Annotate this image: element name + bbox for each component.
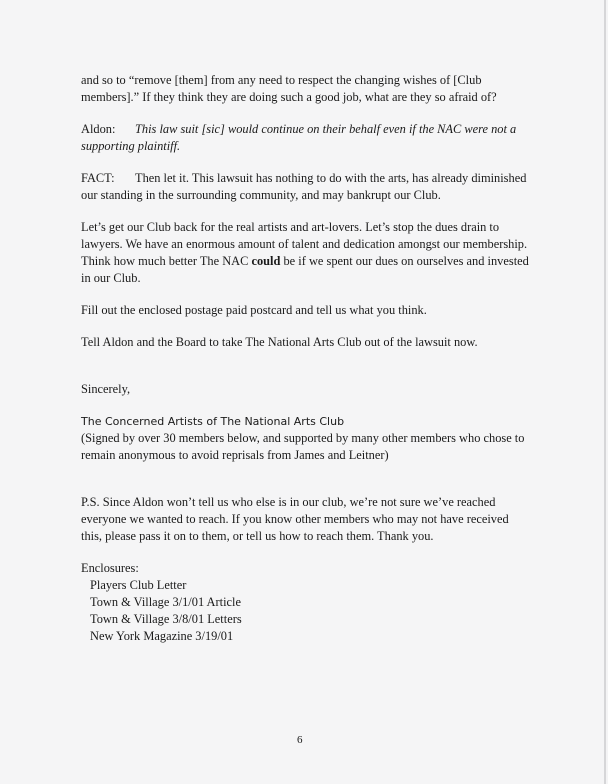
enclosure-item: Players Club Letter — [90, 578, 187, 592]
paragraph-club-back — [81, 219, 531, 287]
aldon-label: Aldon: — [81, 122, 116, 136]
fact-statement — [81, 170, 531, 204]
fact-text: Then let it. This lawsuit has nothing to do with the arts, has already diminished our standing in the surrounding community, and may bankrupt our Club. — [81, 171, 527, 202]
paragraph-remove-them: and so to “remove [them] from any need to respect the changing wishes of [Club members].” If they think they are doing such a good job, what are they so afraid of? — [81, 73, 497, 104]
enclosures-heading: Enclosures: — [81, 561, 139, 575]
signature-title: The Concerned Artists of The National Arts Club — [81, 415, 345, 428]
paragraph-tell-aldon: Tell Aldon and the Board to take The National Arts Club out of the lawsuit now. — [81, 335, 478, 349]
enclosure-item: Town & Village 3/8/01 Letters — [90, 612, 242, 626]
paragraph-postcard: Fill out the enclosed postage paid postcard and tell us what you think. — [81, 303, 427, 317]
letter-body — [81, 72, 531, 645]
enclosure-item: Town & Village 3/1/01 Article — [90, 595, 241, 609]
page-number: 6 — [297, 734, 303, 746]
fact-label: FACT: — [81, 171, 115, 185]
postscript: P.S. Since Aldon won’t tell us who else is in our club, we’re not sure we’ve reached everyone we wanted to reach. If you know other members who may not have received this, please pass it on to them, or tell us how to reach them. Thank you. — [81, 495, 509, 543]
club-back-text-before: Let’s get our Club back for the real artists and art-lovers. Let’s stop the dues drain to lawyers. We have an enormous amount of talent and dedication amongst our membership. Think how much better The NAC — [81, 220, 528, 268]
aldon-quote-text: This law suit [sic] would continue on their behalf even if the NAC were not a supporting plaintiff. — [81, 122, 517, 153]
club-back-bold-word: could — [251, 254, 281, 268]
closing: Sincerely, — [81, 382, 131, 396]
aldon-quote — [81, 121, 531, 155]
enclosure-item: New York Magazine 3/19/01 — [90, 629, 234, 643]
signature-note: (Signed by over 30 members below, and supported by many other members who chose to remain anonymous to avoid reprisals from James and Leitner) — [81, 431, 525, 462]
club-back-text-after: be if we spent our dues on ourselves and invested in our Club. — [81, 254, 529, 285]
